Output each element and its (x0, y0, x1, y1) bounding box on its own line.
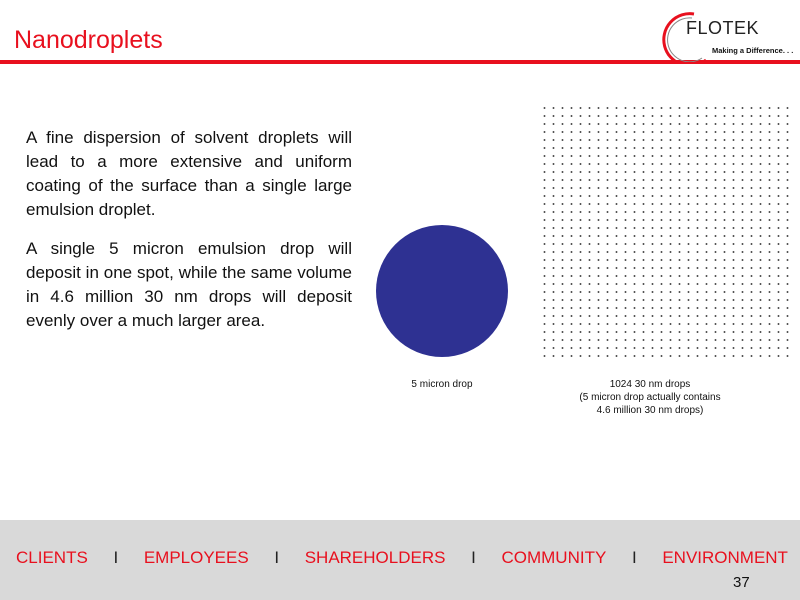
body-text (26, 126, 352, 348)
nav-community[interactable]: COMMUNITY (501, 548, 607, 567)
caption-line-1: 1024 30 nm drops (609, 379, 691, 390)
nav-environment[interactable]: ENVIRONMENT (662, 548, 788, 567)
paragraph-2: A single 5 micron emulsion drop will deposit in one spot, while the same volume in 4.6 million 30 nm drops will deposit evenly over a much larger area. (26, 239, 352, 330)
nav-clients[interactable]: CLIENTS (16, 548, 88, 567)
page-number: 37 (733, 574, 750, 591)
nav-shareholders[interactable]: SHAREHOLDERS (304, 548, 446, 567)
logo-wordmark: FLOTEK (686, 18, 760, 38)
caption-large-drop: 5 micron drop (411, 379, 473, 390)
large-drop-circle (376, 225, 508, 357)
nav-separator: I (113, 548, 119, 567)
caption-line-2: (5 micron drop actually contains (579, 392, 721, 403)
nav-separator: I (471, 548, 476, 567)
nav-separator: I (631, 548, 637, 567)
nanodrop-dot-grid (540, 104, 790, 358)
nav-separator: I (274, 548, 280, 567)
footer-nav (16, 548, 788, 568)
logo-tagline: Making a Difference. . . (712, 46, 794, 55)
caption-line-3: 4.6 million 30 nm drops) (596, 405, 704, 416)
paragraph-1: A fine dispersion of solvent droplets will lead to a more extensive and uniform coating of the surface than a single large emulsion droplet. (26, 128, 352, 219)
caption-nanodrops (560, 378, 740, 417)
slide-title: Nanodroplets (14, 26, 163, 54)
nav-employees[interactable]: EMPLOYEES (143, 548, 249, 567)
